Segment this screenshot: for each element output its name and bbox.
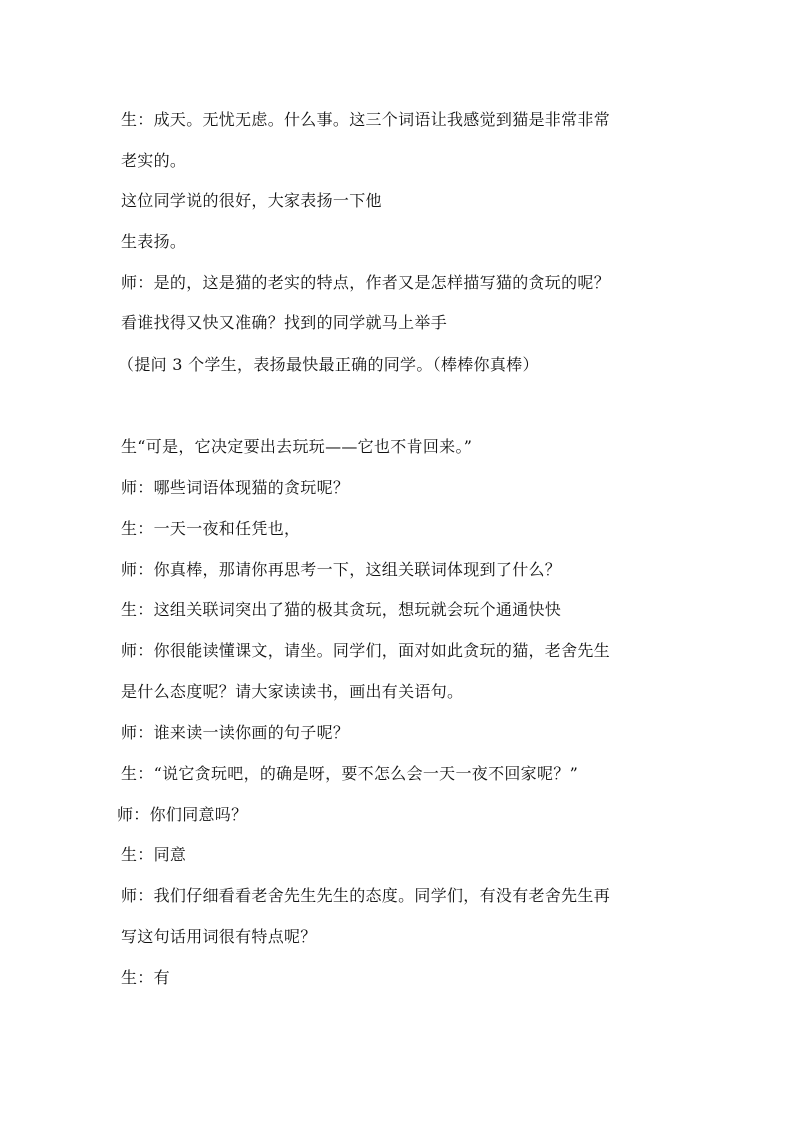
text-line: 师：你真棒，那请你再思考一下，这组关联词体现到了什么？ <box>121 560 562 579</box>
text-line: 生：成天。无忧无虑。什么事。这三个词语让我感觉到猫是非常非常 <box>121 110 611 129</box>
text-line: 是什么态度呢？请大家读读书，画出有关语句。 <box>121 682 464 701</box>
text-line: 师：你们同意吗？ <box>117 805 248 824</box>
text-line: 看谁找得又快又准确？找到的同学就马上举手 <box>121 313 448 332</box>
text-line: （提问 3 个学生，表扬最快最正确的同学。（棒棒你真棒） <box>118 355 539 374</box>
text-line: 生：一天一夜和任凭也， <box>121 519 301 538</box>
text-line: 生：有 <box>121 968 170 987</box>
text-line: 生表扬。 <box>121 232 187 251</box>
text-line: 生“可是，它决定要出去玩玩——它也不肯回来。” <box>121 437 473 456</box>
text-line: 生：这组关联词突出了猫的极其贪玩，想玩就会玩个通通快快 <box>121 600 562 619</box>
text-line: 生：“说它贪玩吧，的确是呀，要不怎么会一天一夜不回家呢？” <box>121 764 579 783</box>
text-line: 生：同意 <box>121 845 187 864</box>
text-line: 写这句话用词很有特点呢？ <box>121 927 317 946</box>
text-line: 师：你很能读懂课文，请坐。同学们，面对如此贪玩的猫，老舍先生 <box>121 641 611 660</box>
text-line: 师：谁来读一读你画的句子呢？ <box>121 723 350 742</box>
text-line: 师：是的，这是猫的老实的特点，作者又是怎样描写猫的贪玩的呢？ <box>121 273 611 292</box>
text-line: 师：哪些词语体现猫的贪玩呢？ <box>121 478 350 497</box>
text-line: 师：我们仔细看看老舍先生先生的态度。同学们，有没有老舍先生再 <box>121 886 611 905</box>
text-line: 这位同学说的很好，大家表扬一下他 <box>121 191 382 210</box>
text-line: 老实的。 <box>121 151 187 170</box>
